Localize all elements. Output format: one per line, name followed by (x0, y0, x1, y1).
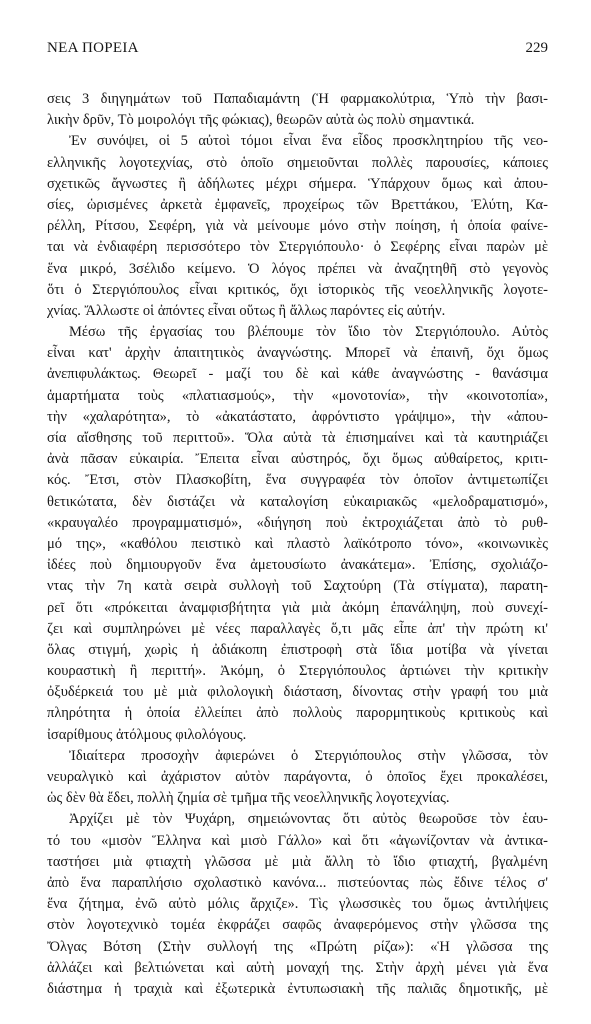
text-line: ται νὰ ἐνδιαφέρη περισσότερο τὸν Στεργιόπουλο· ὁ Σεφέρης εἶναι παρὼν μὲ (47, 239, 548, 256)
text-line: ζει καὶ συμπληρώνει μὲ νέες παραλλαγὲς ὅ,τι μᾶς εἶπε ἀπ' τὴν πρώτη κι' (47, 620, 548, 637)
text-line: ἀνὰ πᾶσαν εὐκαιρία. Ἔπειτα εἶναι αὐστηρός, ὄχι ὅμως αὐθαίρετος, κριτι- (47, 451, 548, 468)
text-line: σχετικῶς ἄγνωστες ἢ ἀδήλωτες μέχρι σήμερα. Ὑπάρχουν ὅμως καὶ ἀπου- (47, 175, 548, 192)
text-line: ὀξυδέρκειά του μὲ μιὰ φιλολογικὴ διάσταση, δίνοντας στὴν γραφή του μιὰ (47, 684, 548, 701)
text-line: ντας τὴν 7η κατὰ σειρὰ συλλογὴ τοῦ Σαχτούρη (Τὰ στίγματα), παρατη- (47, 578, 548, 595)
text-line: ἀνεπιφυλάκτως. Θεωρεῖ - μαζί του δὲ καὶ κάθε ἀναγνώστης - θανάσιμα (47, 366, 548, 383)
paragraph-first-line: Ἀρχίζει μὲ τὸν Ψυχάρη, σημειώνοντας ὅτι αὐτὸς θεωροῦσε τὸν ἑαυ- (69, 811, 548, 828)
text-line: νευραλγικὸ καὶ ἀχάριστον αὐτὸν παράγοντα, ὁ ὁποῖος ἔχει προκαλέσει, (47, 769, 548, 785)
paragraph-first-line: Ἰδιαίτερα προσοχὴν ἀφιερώνει ὁ Στεργιόπουλος στὴν γλῶσσα, τὸν (69, 747, 548, 764)
text-line: ἰσαρίθμους ἀτόλμους φιλολόγους. (47, 726, 247, 743)
text-line: ὅτι ὁ Στεργιόπουλος εἶναι κριτικός, ὄχι ἱστορικὸς τῆς νεοελληνικῆς λογοτε- (47, 281, 548, 298)
text-line: «κραυγαλέο προγραμματισμό», «διήγηση ποὺ ἐκτροχιάζεται ἀπὸ τὸ ρυθ- (47, 514, 548, 531)
text-line: ελληνικῆς λογοτεχνίας, στὸ ὁποῖο σημειοῦνται πολλὲς παρουσίες, κάποιες (47, 154, 548, 171)
text-line: σεις 3 διηγημάτων τοῦ Παπαδιαμάντη (Ἡ φαρμακολύτρια, Ὑπὸ τὴν βασι- (47, 91, 548, 107)
text-line: τό του «μισὸν Ἕλληνα καὶ μισὸ Γάλλο» καὶ ὅτι «ἀγωνίζονταν νὰ ἀντικα- (47, 832, 548, 849)
text-line: ὅλας στιγμή, χωρὶς ἡ ἀδιάκοπη ἐπιστροφὴ στὰ ἴδια μοτίβα νὰ γίνεται (47, 641, 548, 658)
text-line: ὡς δὲν θὰ ἔδει, πολλὴ ζημία σὲ τμῆμα τῆς νεοελληνικῆς λογοτεχνίας. (47, 790, 450, 807)
text-line: λικὴν δρῦν, Τὸ μοιρολόγι τῆς φώκιας), θεωρῶν αὐτὰ ὡς πολὺ σημαντικά. (47, 112, 475, 129)
text-line: σίες, ὡρισμένες ἀρκετὰ ἐμφανεῖς, προχείρως τῶν Βρεττάκου, Ἐλύτη, Κα- (47, 196, 548, 213)
text-line: στὸν λογοτεχνικὸ τομέα ἐκφράζει σαφῶς ἀναφερόμενος στὴν γλῶσσα της (47, 917, 548, 934)
page-number: 229 (525, 40, 548, 56)
paragraph-first-line: Ἐν συνόψει, οἱ 5 αὐτοὶ τόμοι εἶναι ἕνα εἶδος προσκλητηρίου τῆς νεο- (69, 133, 548, 150)
text-line: σία αἴσθησης τοῦ περιττοῦ». Ὅλα αὐτὰ τὰ ἐπισημαίνει καὶ τὰ καυτηριάζει (47, 430, 548, 446)
text-line: ἀπὸ ἕνα παραπλήσιο σχολαστικὸ κανόνα... πιστεύοντας πὼς ἔδινε τέλος σ' (47, 874, 548, 891)
text-line: τὴν «χαλαρότητα», τὸ «ἀκατάστατο, ἀφρόντιστο γράψιμο», τὴν «ἀπου- (47, 408, 548, 425)
text-line: κός. Ἔτσι, στὸν Πλασκοβίτη, ἕνα συγγραφέα τὸν ὁποῖον ἀντιμετωπίζει (47, 472, 548, 489)
text-line: ἀλλάζει καὶ βελτιώνεται καὶ αὐτὴ μοναχή της. Στὴν ἀρχὴ μένει γιὰ ἕνα (47, 959, 548, 976)
text-line: ρεῖ ὅτι «πρόκειται ἀναμφισβήτητα γιὰ μιὰ ἀκόμη ἐπανάληψη, ποὺ συνεχί- (47, 599, 548, 616)
text-line: εἶναι κατ' ἀρχὴν ἀπαιτητικὸς ἀναγνώστης. Μπορεῖ νὰ ἐπαινῆ, ὄχι ὅμως (47, 345, 548, 362)
text-line: μό της», «καθόλου πειστικὸ καὶ πλαστὸ λαϊκότροπο τόνο», «κοινωνικὲς (47, 535, 548, 552)
text-line: διάστημα ἡ τραχιὰ καὶ ἐξωτερικὰ ἐντυπωσιακὴ τῆς παλιᾶς δημοτικῆς, μὲ (47, 980, 548, 997)
paragraph-first-line: Μέσω τῆς ἐργασίας του βλέπουμε τὸν ἴδιο τὸν Στεργιόπουλο. Αὐτὸς (69, 324, 548, 341)
running-header (47, 38, 548, 58)
text-line: ἁμαρτήματα τοὺς «πλατιασμούς», τὴν «μονοτονία», τὴν «κοινοτοπία», (47, 387, 548, 404)
body-text (47, 89, 548, 1000)
text-line: ἰδέες ποὺ δημιουργοῦν ἕνα ἀμετουσίωτο ἀνακάτεμα». Ἐπίσης, σχολιάζο- (47, 557, 548, 574)
text-line: κουραστικὴ ἢ περιττή». Ἀκόμη, ὁ Στεργιόπουλος ἀρτιώνει τὴν κριτικὴν (47, 663, 548, 680)
journal-title: ΝΕΑ ΠΟΡΕΙΑ (47, 40, 139, 56)
text-line: χνίας. Ἄλλωστε οἱ ἀπόντες εἶναι οὕτως ἢ ἄλλως παρόντες εἰς αὐτήν. (47, 302, 446, 319)
text-line: ἕνα μικρό, 3σέλιδο κείμενο. Ὁ λόγος πρέπει νὰ ἀναζητηθῆ στὸ γεγονὸς (47, 260, 548, 277)
text-line: Ὄλγας Βότση (Στὴν συλλογή της «Πρώτη ρίζα»): «Ἡ γλῶσσα της (47, 938, 548, 955)
text-line: ταστήσει μιὰ φτιαχτὴ γλῶσσα μὲ μιὰ ἄλλη τὸ ἴδιο φτιαχτή, βγαλμένη (47, 853, 548, 870)
text-line: πληρότητα ἡ ὁποία ἐλλείπει ἀπὸ πολλοὺς παρορμητικοὺς κριτικοὺς καὶ (47, 705, 548, 722)
text-line: ἕνα ζήτημα, ἐνῶ αὐτὸ μόλις ἄρχιζε». Τὶς γλωσσικὲς του ὅμως ἀντιλήψεις (47, 896, 548, 913)
text-line: ρέλλη, Ρίτσου, Σεφέρη, γιὰ νὰ μείνουμε μόνο στὴν ποίηση, ἡ ὁποία φαίνε- (47, 218, 548, 235)
text-line: θετικώτατα, δὲν διστάζει νὰ καταλογίση εὐκαιριακῶς «μελοδραματισμό», (47, 493, 548, 510)
